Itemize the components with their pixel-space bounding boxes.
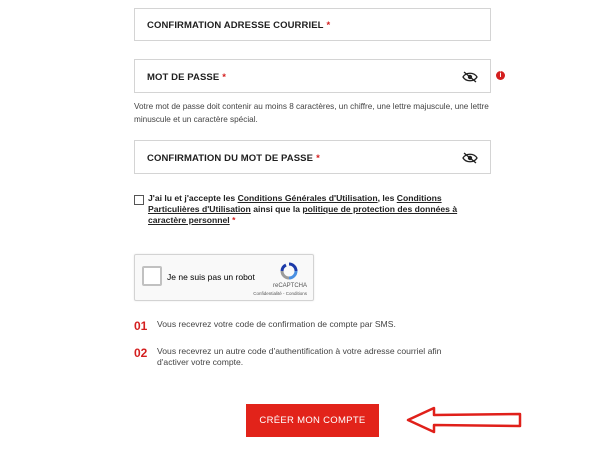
required-marker: * [232, 215, 236, 225]
required-marker: * [222, 72, 227, 83]
eye-slash-icon[interactable] [462, 152, 478, 164]
password-label: MOT DE PASSE * [147, 72, 227, 83]
required-marker: * [326, 20, 331, 31]
privacy-policy-link[interactable]: politique de protection des données à caractère personnel [148, 204, 458, 225]
step-number: 02 [134, 346, 148, 360]
left-arrow-icon [404, 405, 526, 435]
required-marker: * [316, 153, 320, 164]
email-confirm-field[interactable] [134, 8, 491, 41]
password-field[interactable] [134, 59, 491, 93]
info-icon[interactable]: i [496, 71, 505, 80]
step-text: Vous recevrez votre code de confirmation de compte par SMS. [157, 319, 396, 329]
recaptcha-checkbox[interactable] [142, 266, 162, 286]
terms-text: J'ai lu et j'accepte les Conditions Générales d'Utilisation, les Conditions Particulières d'Utilisation ainsi que la politique de protection des données à caractère personnel * [148, 193, 458, 225]
recaptcha-logo-icon [278, 261, 300, 281]
recaptcha-label: Je ne suis pas un robot [167, 272, 255, 282]
terms-checkbox[interactable] [134, 195, 144, 205]
recaptcha-links[interactable]: Confidentialité - Conditions [253, 291, 307, 296]
cpu-link[interactable]: Conditions Particulières d'Utilisation [148, 193, 442, 214]
password-hint: Votre mot de passe doit contenir au moins 8 caractères, un chiffre, une lettre majuscule, une lettre minuscule et un caractère spécial. [134, 102, 489, 124]
eye-slash-icon[interactable] [462, 71, 478, 83]
cgu-link[interactable]: Conditions Générales d'Utilisation [237, 193, 378, 203]
step-text: Vous recevrez un autre code d'authentification à votre adresse courriel afin d'activer votre compte. [157, 346, 442, 367]
password-confirm-label: CONFIRMATION DU MOT DE PASSE * [147, 153, 320, 164]
email-confirm-label: CONFIRMATION ADRESSE COURRIEL * [147, 20, 331, 31]
recaptcha-brand: reCAPTCHA [272, 283, 307, 289]
password-confirm-field[interactable] [134, 140, 491, 174]
create-account-button[interactable]: CRÉER MON COMPTE [246, 404, 379, 437]
recaptcha-widget [134, 254, 314, 301]
step-number: 01 [134, 319, 148, 333]
